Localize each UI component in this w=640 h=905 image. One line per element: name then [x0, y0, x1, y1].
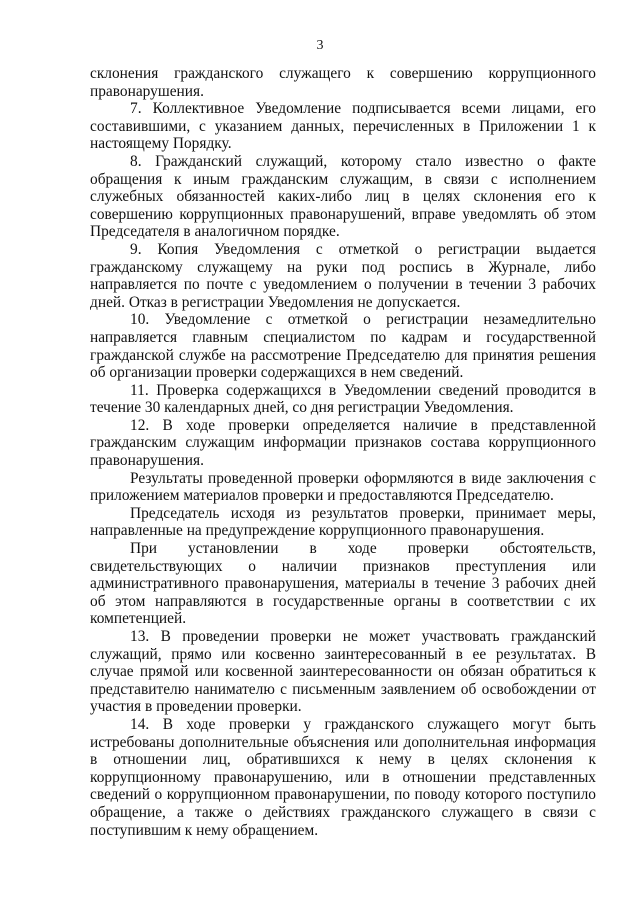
- paragraph-continuation: склонения гражданского служащего к совершению коррупционного правонарушения.: [90, 65, 596, 100]
- paragraph-crime-signs: При установлении в ходе проверки обстоятельств, свидетельствующих о наличии признаков преступления или административного правонарушения, материалы в течение 3 рабочих дней об этом направляются в государственные органы в соответствии с их компетенцией.: [90, 540, 596, 628]
- paragraph-item-14: 14. В ходе проверки у гражданского служащего могут быть истребованы дополнительные объяснения или дополнительная информация в отношении лиц, обратившихся к нему в целях склонения к коррупционному правонарушению, или в отношении представленных сведений о коррупционном правонарушении, по поводу которого поступило обращение, а также о действиях гражданского служащего в связи с поступившим к нему обращением.: [90, 715, 596, 839]
- paragraph-item-7: 7. Коллективное Уведомление подписывается всеми лицами, его составившими, с указанием данных, перечисленных в Приложении 1 к настоящему Порядку.: [90, 100, 596, 153]
- paragraph-item-8: 8. Гражданский служащий, которому стало известно о факте обращения к иным гражданским служащим, в связи с исполнением служебных обязанностей каких-либо лиц в целях склонения его к совершению коррупционных правонарушений, вправе уведомлять об этом Председателя в аналогичном порядке.: [90, 152, 596, 241]
- paragraph-item-10: 10. Уведомление с отметкой о регистрации незамедлительно направляется главным специалистом по кадрам и государственной гражданской службе на рассмотрение Председателю для принятия решения об организации проверки содержащихся в нем сведений.: [90, 311, 596, 382]
- paragraph-item-9: 9. Копия Уведомления с отметкой о регистрации выдается гражданскому служащему на руки под роспись в Журнале, либо направляется по почте с уведомлением о получении в течении 3 рабочих дней. Отказ в регистрации Уведомления не допускается.: [90, 240, 596, 311]
- paragraph-results: Результаты проведенной проверки оформляются в виде заключения с приложением материалов проверки и предоставляются Председателю.: [90, 469, 596, 505]
- paragraph-item-12: 12. В ходе проверки определяется наличие в представленной гражданским служащим информации признаков состава коррупционного правонарушения.: [90, 416, 596, 470]
- paragraph-item-11: 11. Проверка содержащихся в Уведомлении сведений проводится в течение 30 календарных дней, со дня регистрации Уведомления.: [90, 381, 596, 417]
- document-body: [90, 65, 596, 839]
- page-number: 3: [316, 38, 324, 53]
- paragraph-chairman-measures: Председатель исходя из результатов проверки, принимает меры, направленные на предупреждение коррупционного правонарушения.: [90, 504, 596, 540]
- paragraph-item-13: 13. В проведении проверки не может участвовать гражданский служащий, прямо или косвенно заинтересованный в ее результатах. В случае прямой или косвенной заинтересованности он обязан обратиться к представителю нанимателю с письменным заявлением об освобождении от участия в проведении проверки.: [90, 628, 596, 716]
